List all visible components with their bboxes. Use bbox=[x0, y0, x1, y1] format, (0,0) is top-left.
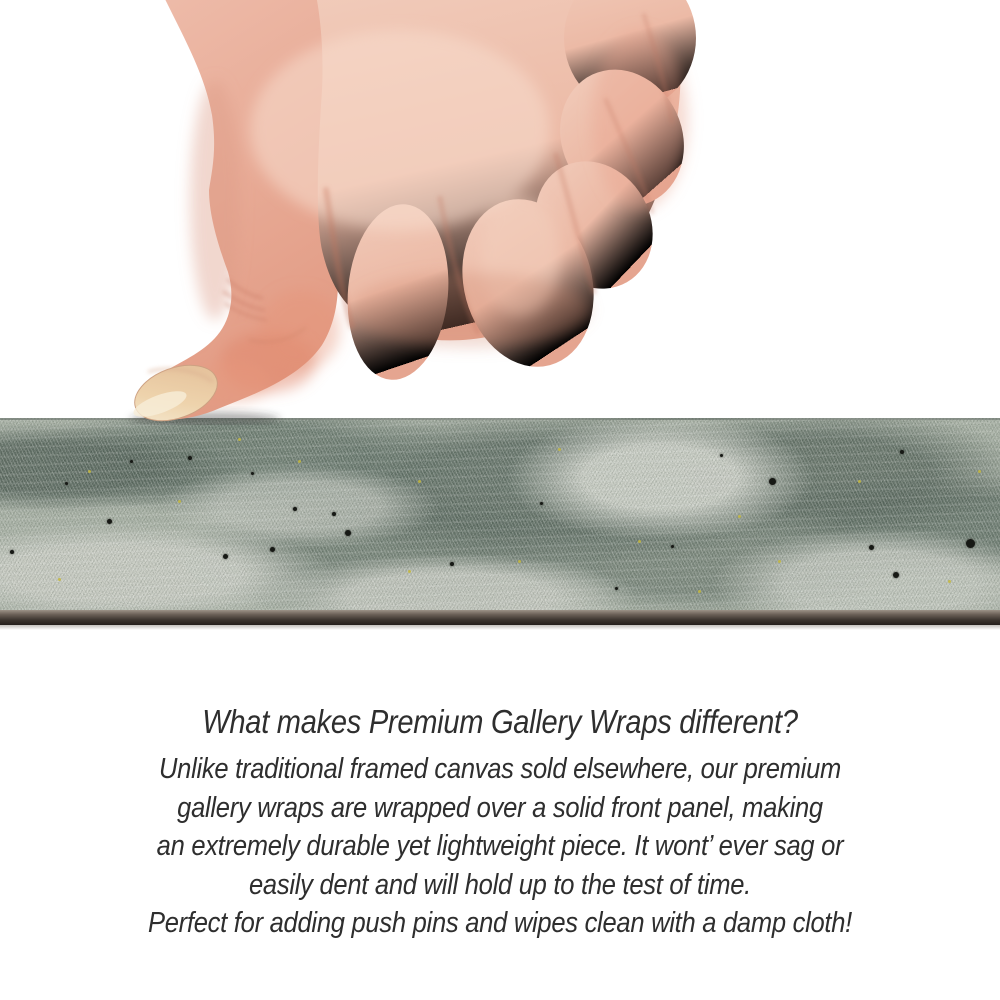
canvas-yellow-speck bbox=[178, 500, 181, 503]
canvas-yellow-speck bbox=[408, 570, 411, 573]
canvas-yellow-speck bbox=[698, 590, 701, 593]
canvas-dot bbox=[893, 572, 899, 578]
canvas-dot bbox=[540, 502, 543, 505]
canvas-dot bbox=[769, 478, 776, 485]
canvas-edge-strip bbox=[0, 418, 1000, 612]
canvas-yellow-speck bbox=[858, 480, 861, 483]
body-line-4: easily dent and will hold up to the test of time. bbox=[248, 868, 752, 901]
canvas-dot bbox=[65, 482, 68, 485]
canvas-dot bbox=[293, 507, 297, 511]
canvas-dot bbox=[332, 512, 336, 516]
body-line-1: Unlike traditional framed canvas sold elsewhere, our premium bbox=[158, 753, 842, 785]
canvas-yellow-speck bbox=[638, 540, 641, 543]
canvas-yellow-speck bbox=[418, 480, 421, 483]
canvas-yellow-speck bbox=[778, 560, 781, 563]
body-line-5: Perfect for adding push pins and wipes clean with a damp cloth! bbox=[147, 907, 853, 939]
canvas-edge-shadow bbox=[0, 625, 1000, 630]
canvas-yellow-speck bbox=[738, 515, 741, 518]
canvas-yellow-speck bbox=[558, 448, 561, 451]
hand-shape bbox=[127, 0, 706, 425]
canvas-dot bbox=[900, 450, 904, 454]
canvas-dot bbox=[869, 545, 874, 550]
canvas-dot bbox=[130, 460, 133, 463]
canvas-yellow-speck bbox=[298, 460, 301, 463]
canvas-dot bbox=[251, 472, 254, 475]
canvas-dot bbox=[188, 456, 192, 460]
canvas-dot bbox=[671, 545, 674, 548]
canvas-yellow-speck bbox=[88, 470, 91, 473]
hand-photo bbox=[0, 0, 1000, 425]
canvas-dot bbox=[223, 554, 228, 559]
canvas-dot bbox=[450, 562, 454, 566]
body-line-2: gallery wraps are wrapped over a solid front panel, making bbox=[177, 791, 823, 824]
canvas-panel-edge bbox=[0, 610, 1000, 625]
canvas-dot bbox=[720, 454, 723, 457]
canvas-yellow-speck bbox=[238, 438, 241, 441]
canvas-yellow-speck bbox=[58, 578, 61, 581]
canvas-dot bbox=[107, 519, 112, 524]
canvas-yellow-speck bbox=[948, 580, 951, 583]
body-line-3: an extremely durable yet lightweight piece. It wont’ ever sag or bbox=[156, 830, 844, 862]
page-title: What makes Premium Gallery Wraps different? bbox=[202, 703, 798, 740]
canvas-yellow-speck bbox=[978, 470, 981, 473]
canvas-dot bbox=[345, 530, 351, 536]
canvas-dot bbox=[615, 587, 618, 590]
canvas-dot bbox=[10, 550, 14, 554]
marketing-text-block bbox=[60, 701, 940, 943]
canvas-dot bbox=[966, 539, 975, 548]
canvas-yellow-speck bbox=[518, 560, 521, 563]
canvas-grain-texture bbox=[0, 420, 1000, 612]
canvas-dot bbox=[270, 547, 275, 552]
